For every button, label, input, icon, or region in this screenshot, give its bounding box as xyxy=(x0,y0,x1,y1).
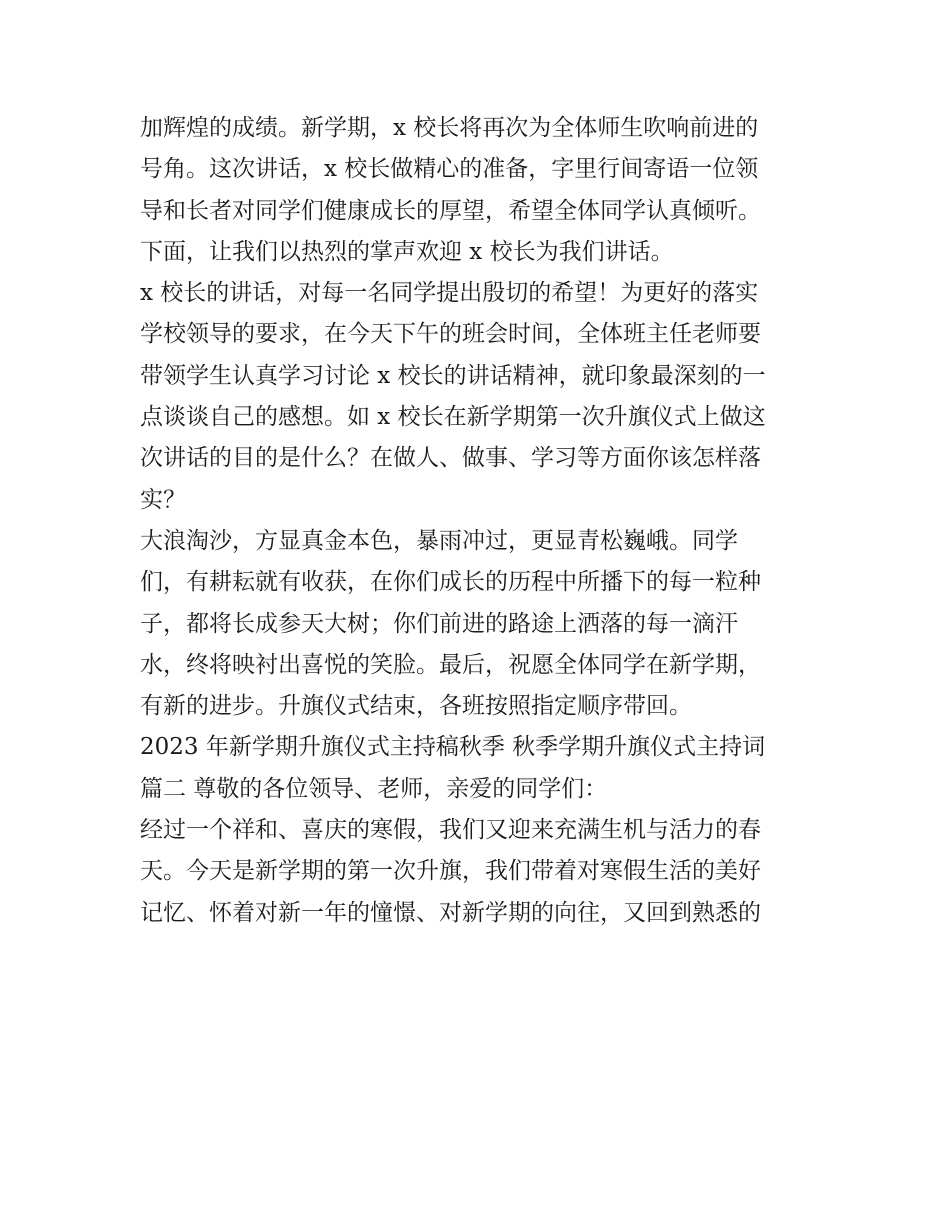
text-line: 学校领导的要求，在今天下午的班会时间，全体班主任老师要 xyxy=(140,321,761,348)
text-line: 2023 年新学期升旗仪式主持稿秋季 秋季学期升旗仪式主持词 xyxy=(140,734,766,761)
text-line: 有新的进步。升旗仪式结束，各班按照指定顺序带回。 xyxy=(140,693,692,720)
text-line: 带领学生认真学习讨论 x 校长的讲话精神，就印象最深刻的一 xyxy=(140,362,766,389)
text-line: 下面，让我们以热烈的掌声欢迎 x 校长为我们讲话。 xyxy=(140,238,674,265)
text-line: 次讲话的目的是什么？在做人、做事、学习等方面你该怎样落 xyxy=(140,445,761,472)
text-line: 天。今天是新学期的第一次升旗，我们带着对寒假生活的美好 xyxy=(140,858,761,885)
text-line: 点谈谈自己的感想。如 x 校长在新学期第一次升旗仪式上做这 xyxy=(140,404,766,431)
text-line: 子，都将长成参天大树；你们前进的路途上洒落的每一滴汗 xyxy=(140,610,738,637)
text-line: 篇二 尊敬的各位领导、老师，亲爱的同学们： xyxy=(140,775,608,802)
document-body xyxy=(140,108,820,934)
text-line: 大浪淘沙，方显真金本色，暴雨冲过，更显青松巍峨。同学 xyxy=(140,527,738,554)
text-line: 们，有耕耘就有收获，在你们成长的历程中所播下的每一粒种 xyxy=(140,569,761,596)
text-line: 实？ xyxy=(140,486,186,513)
text-line: 水，终将映衬出喜悦的笑脸。最后，祝愿全体同学在新学期， xyxy=(140,651,761,678)
text-line: 号角。这次讲话，x 校长做精心的准备，字里行间寄语一位领 xyxy=(140,156,759,183)
text-line: x 校长的讲话，对每一名同学提出殷切的希望！为更好的落实 xyxy=(140,280,759,307)
text-line: 导和长者对同学们健康成长的厚望，希望全体同学认真倾听。 xyxy=(140,197,761,224)
text-line: 加辉煌的成绩。新学期，x 校长将再次为全体师生吹响前进的 xyxy=(140,115,759,141)
text-line: 记忆、怀着对新一年的憧憬、对新学期的向往，又回到熟悉的 xyxy=(140,899,761,926)
text-line: 经过一个祥和、喜庆的寒假，我们又迎来充满生机与活力的春 xyxy=(140,817,761,844)
